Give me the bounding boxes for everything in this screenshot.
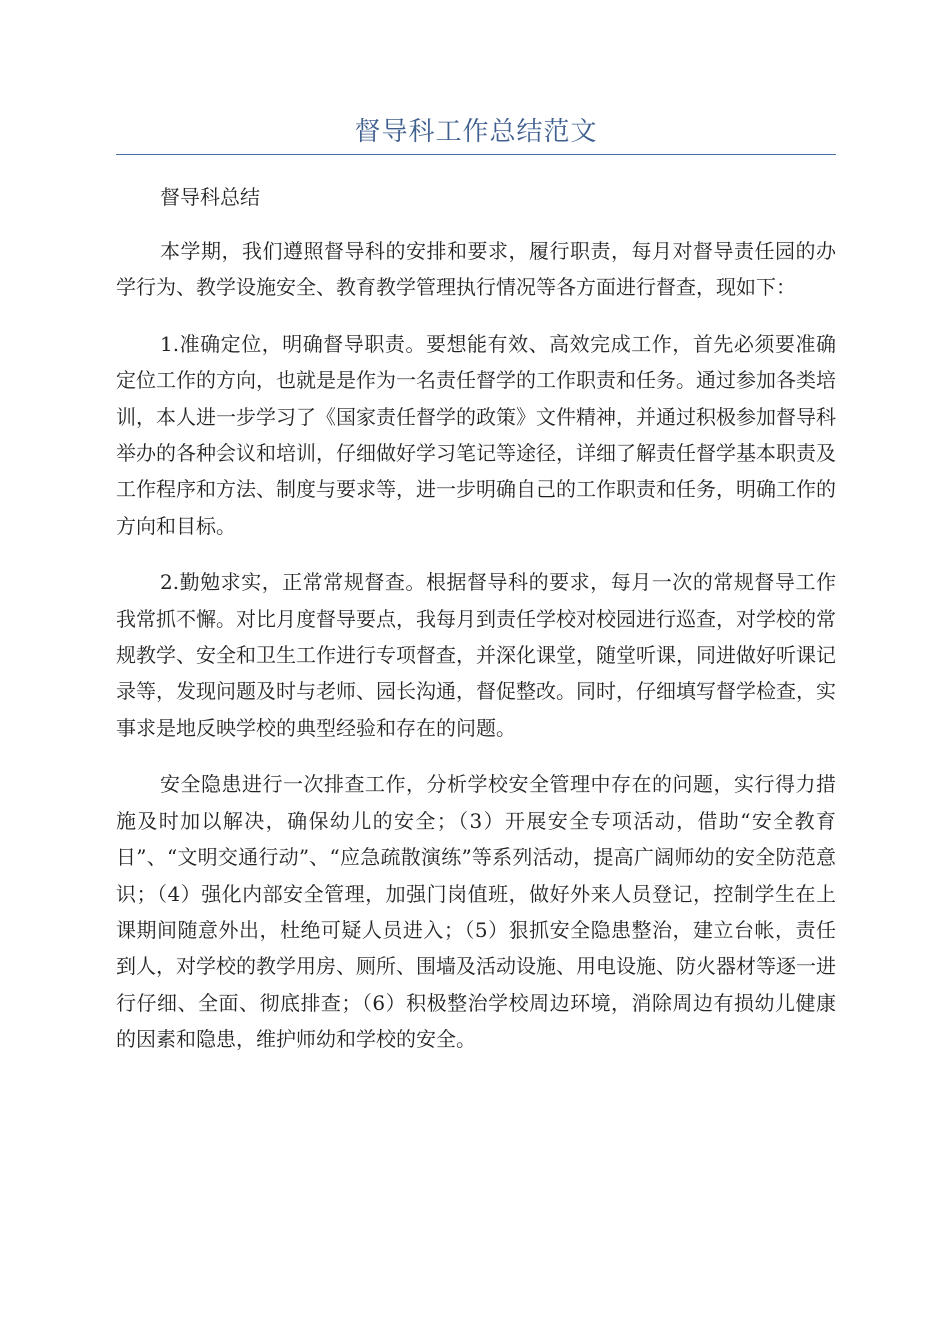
paragraph-intro: 本学期，我们遵照督导科的安排和要求，履行职责，每月对督导责任园的办学行为、教学设施安全、教育教学管理执行情况等各方面进行督查，现如下：	[116, 239, 836, 300]
paragraph-routine-inspection: 2.勤勉求实，正常常规督查。根据督导科的要求，每月一次的常规督导工作我常抓不懈。对比月度督导要点，我每月到责任学校对校园进行巡查，对学校的常规教学、安全和卫生工作进行专项督查，并深化课堂，随堂听课，同进做好听课记录等，发现问题及时与老师、园长沟通，督促整改。同时，仔细填写督学检查，实事求是地反映学校的典型经验和存在的问题。	[116, 570, 836, 740]
document-subtitle: 督导科总结	[160, 185, 260, 209]
document-page	[116, 0, 836, 1078]
paragraph-positioning: 1.准确定位，明确督导职责。要想能有效、高效完成工作，首先必须要准确定位工作的方向，也就是是作为一名责任督学的工作职责和任务。通过参加各类培训，本人进一步学习了《国家责任督学的政策》文件精神，并通过积极参加督导科举办的各种会议和培训，仔细做好学习笔记等途径，详细了解责任督学基本职责及工作程序和方法、制度与要求等，进一步明确自己的工作职责和任务，明确工作的方向和目标。	[116, 331, 836, 538]
document-title: 督导科工作总结范文	[354, 117, 598, 147]
title-underline	[116, 154, 836, 155]
paragraph-safety: 安全隐患进行一次排查工作，分析学校安全管理中存在的问题，实行得力措施及时加以解决，确保幼儿的安全；（3）开展安全专项活动，借助“安全教育日”、“文明交通行动”、“应急疏散演练”等系列活动，提高广阔师幼的安全防范意识；（4）强化内部安全管理，加强门岗值班，做好外来人员登记，控制学生在上课期间随意外出，杜绝可疑人员进入；（5）狠抓安全隐患整治，建立台帐，责任到人，对学校的教学用房、厕所、围墙及活动设施、用电设施、防火器材等逐一进行仔细、全面、彻底排查；（6）积极整治学校周边环境，消除周边有损幼儿健康的因素和隐患，维护师幼和学校的安全。	[116, 772, 836, 1052]
